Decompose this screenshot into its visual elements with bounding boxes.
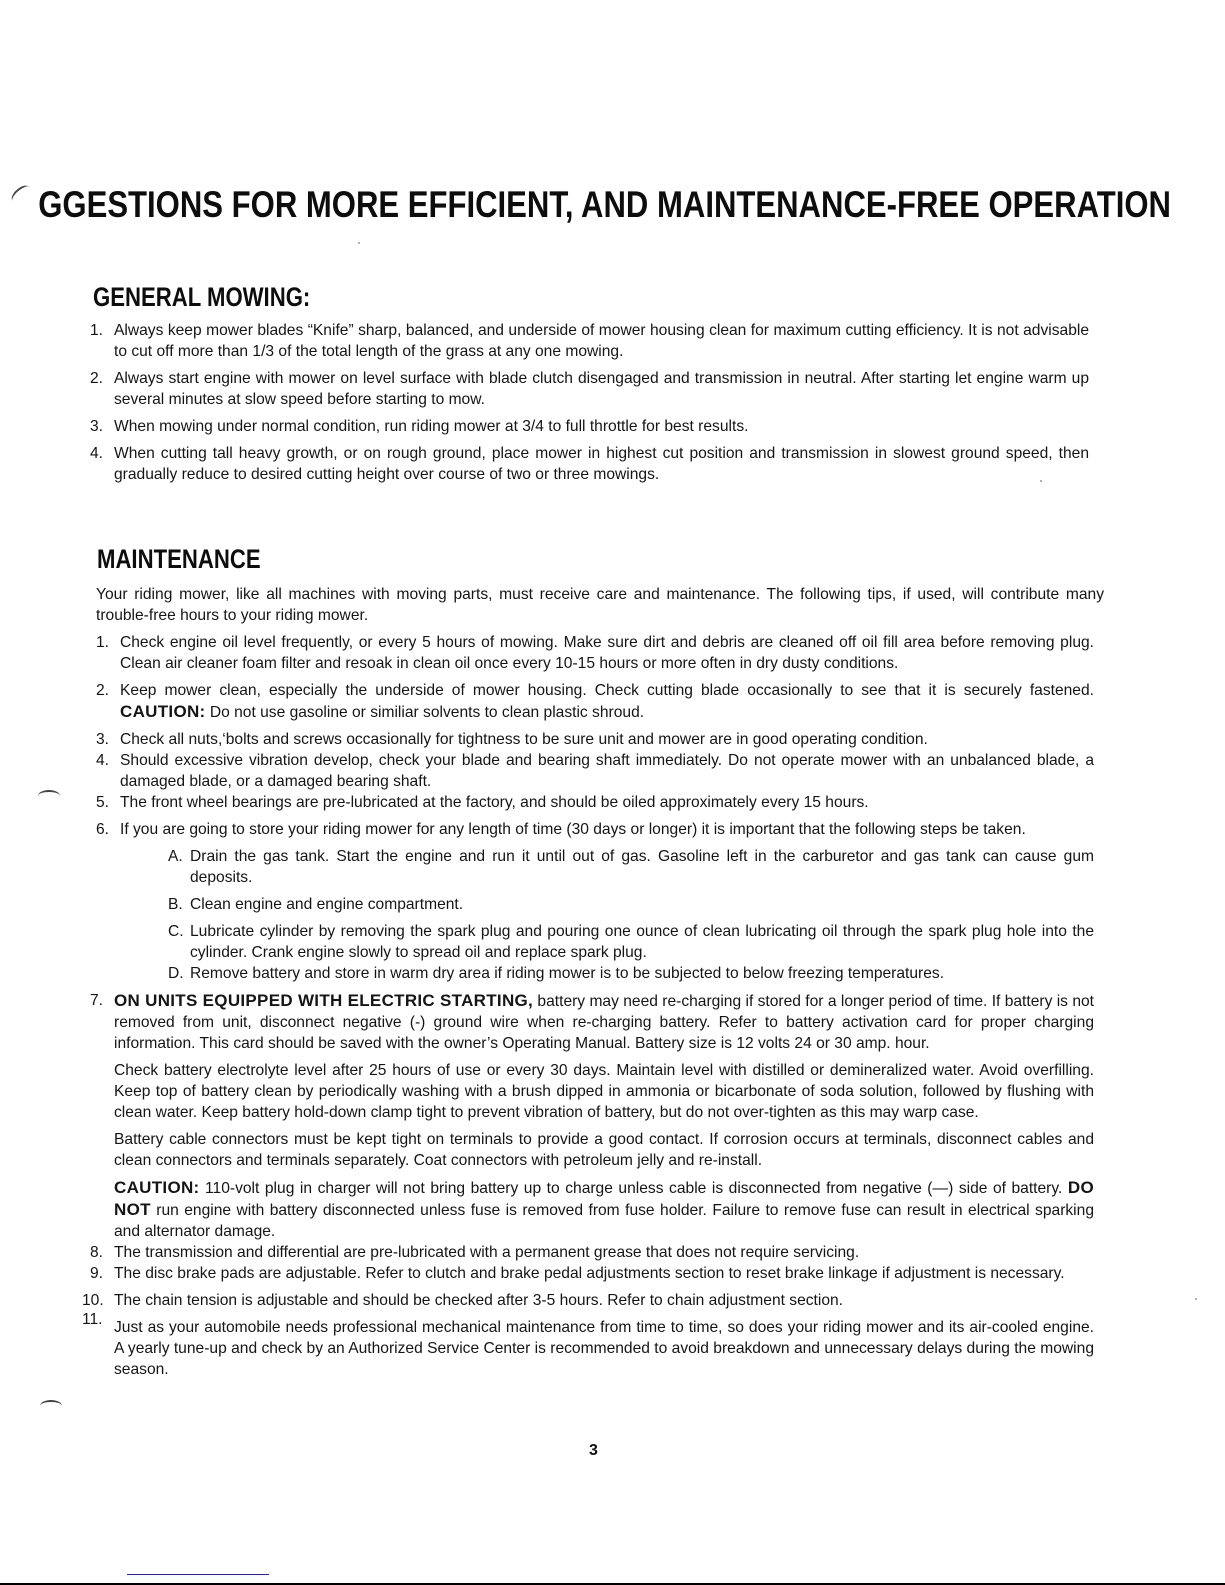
item-number: 10. (82, 1292, 104, 1309)
step-letter: C. (168, 923, 184, 940)
item-text: The transmission and differential are pre-lubricated with a permanent grease that does not require servicing. (114, 1244, 860, 1261)
item-text: Always keep mower blades “Knife” sharp, balanced, and underside of mower housing clean for maximum cutting efficiency. It is not advisable to cut off more than 1/3 of the total length of the grass at any one mowing. (114, 322, 1089, 360)
scan-speck (1040, 480, 1042, 482)
item-number: 8. (90, 1244, 104, 1261)
item-text: The front wheel bearings are pre-lubricated at the factory, and should be oiled approximately every 15 hours. (120, 794, 869, 811)
item-number: 2. (90, 370, 104, 387)
item-number: 5. (96, 794, 110, 811)
list-item (90, 443, 1089, 485)
general-mowing-list (90, 320, 1089, 485)
page-number: 3 (589, 1442, 598, 1459)
item-text: Check engine oil level frequently, or every 5 hours of mowing. Make sure dirt and debris are cleaned off oil fill area before removing plug. Clean air cleaner foam filter and resoak in clean oil once every 10-15 hours or more often in dry dusty conditions. (120, 634, 1094, 672)
item-text (114, 990, 1094, 1054)
storage-step (168, 963, 1094, 984)
item-text: Always start engine with mower on level surface with blade clutch disengaged and transmission in neutral. After starting let engine warm up several minutes at slow speed before starting to mow. (114, 370, 1089, 408)
item-text: Check all nuts,‘bolts and screws occasionally for tightness to be sure unit and mower are in good operating condition. (120, 731, 928, 748)
step-text: Lubricate cylinder by removing the spark plug and pouring one ounce of clean lubricating oil through the spark plug hole into the cylinder. Crank engine slowly to spread oil and replace spark plug. (190, 923, 1094, 961)
item-text: If you are going to store your riding mower for any length of time (30 days or longer) it is important that the following steps be taken. (120, 821, 1026, 838)
step-text: Clean engine and engine compartment. (190, 896, 464, 913)
item-number: 3. (96, 731, 110, 748)
item-text: The disc brake pads are adjustable. Refer to clutch and brake pedal adjustments section to reset brake linkage if adjustment is necessary. (114, 1265, 1065, 1282)
list-item (90, 1263, 1094, 1284)
scan-artifact-curl-icon (40, 1400, 62, 1412)
maintenance-intro-text: Your riding mower, like all machines with moving parts, must receive care and maintenance. The following tips, if used, will contribute many trouble-free hours to your riding mower. (96, 586, 1104, 624)
maintenance-list (82, 632, 1095, 1380)
page-title-text: GGESTIONS FOR MORE EFFICIENT, AND MAINTENANCE-FREE OPERATION (38, 184, 1171, 225)
list-item (82, 1311, 1094, 1380)
item-number: 4. (96, 752, 110, 769)
item-text: Just as your automobile needs professional mechanical maintenance from time to time, so does your riding mower and its air-cooled engine. A yearly tune-up and check by an Authorized Service Center is recommended to avoid breakdown and unnecessary delays during the mowing season. (114, 1319, 1094, 1378)
scan-blue-line (127, 1574, 269, 1575)
storage-step (168, 846, 1094, 888)
storage-step (168, 894, 1094, 915)
list-item (90, 990, 1094, 1242)
electric-starting-heading: ON UNITS EQUIPPED WITH ELECTRIC STARTING, (114, 991, 534, 1010)
step-letter: B. (168, 896, 183, 913)
maintenance-heading: MAINTENANCE (97, 544, 261, 574)
general-mowing-heading: GENERAL MOWING: (93, 282, 311, 312)
item-text: When cutting tall heavy growth, or on rough ground, place mower in highest cut position and transmission in slowest ground speed, then gradually reduce to desired cutting height over course of two or three mowings. (114, 445, 1089, 483)
step-text: Drain the gas tank. Start the engine and run it until out of gas. Gasoline left in the carburetor and gas tank can cause gum deposits. (190, 848, 1094, 886)
caution-label: CAUTION: (114, 1178, 200, 1197)
charger-caution-paragraph (114, 1177, 1094, 1242)
caution-label: CAUTION: (120, 702, 206, 721)
list-item (90, 368, 1089, 410)
list-item (82, 1290, 1094, 1311)
item-text-part: Keep mower clean, especially the underside of mower housing. Check cutting blade occasionally to see that it is securely fastened. (120, 682, 1094, 699)
item-text-part: Do not use gasoline or similiar solvents to clean plastic shroud. (205, 704, 645, 721)
item-text: Should excessive vibration develop, check your blade and bearing shaft immediately. Do not operate mower with an unbalanced blade, a damaged blade, or a damaged bearing shaft. (120, 752, 1094, 790)
list-item (96, 819, 1094, 840)
list-item (96, 750, 1094, 792)
list-item (96, 729, 1094, 750)
storage-step (168, 921, 1094, 963)
item-number: 4. (90, 445, 104, 462)
item-text-part: run engine with battery disconnected unless fuse is removed from fuse holder. Failure to remove fuse can result in electrical sparking and alternator damage. (114, 1202, 1094, 1240)
list-item (96, 632, 1094, 674)
page-title (8, 184, 1171, 226)
list-item (96, 792, 1094, 813)
item-text-part: battery may need re-charging if stored for a longer period of time. If battery is not removed from unit, disconnect negative (-) ground wire when re-charging battery. Refer to battery activation card for proper charging information. This card should be saved with the owner’s Operating Manual. Battery size is 12 volts 24 or 30 amp. hour. (114, 993, 1095, 1052)
item-number: 11. (82, 1311, 103, 1328)
item-number: 3. (90, 418, 104, 435)
item-number: 1. (96, 634, 110, 651)
scan-artifact-curl-icon (38, 790, 60, 802)
list-item (96, 680, 1094, 723)
step-text: Remove battery and store in warm dry area if riding mower is to be subjected to below freezing temperatures. (190, 965, 945, 982)
maintenance-intro (96, 584, 1104, 626)
item-number: 6. (96, 821, 110, 838)
step-letter: D. (168, 965, 184, 982)
list-item (90, 320, 1089, 362)
item-text: The chain tension is adjustable and should be checked after 3-5 hours. Refer to chain adjustment section. (114, 1292, 844, 1309)
item-number: 2. (96, 682, 110, 699)
scan-speck (1195, 1298, 1197, 1300)
list-item (90, 416, 1089, 437)
item-number: 1. (90, 322, 104, 339)
battery-cable-paragraph: Battery cable connectors must be kept tight on terminals to provide a good contact. If corrosion occurs at terminals, disconnect cables and clean connectors and terminals separately. Coat connectors with petroleum jelly and re-install. (114, 1131, 1094, 1169)
item-text: When mowing under normal condition, run riding mower at 3/4 to full throttle for best results. (114, 418, 749, 435)
item-text (120, 680, 1094, 723)
item-text-part: 110-volt plug in charger will not bring battery up to charge unless cable is disconnected from negative (—) side of battery. (199, 1180, 1068, 1197)
item-number: 7. (90, 992, 104, 1009)
step-letter: A. (168, 848, 183, 865)
item-number: 9. (90, 1265, 104, 1282)
battery-electrolyte-paragraph: Check battery electrolyte level after 25 hours of use or every 30 days. Maintain level with distilled or demineralized water. Avoid overfilling. Keep top of battery clean by periodically washing with a brush dipped in ammonia or bicarbonate of soda solution, followed by flushing with clean water. Keep battery hold-down clamp tight to prevent vibration of battery, but do not over-tighten as this may warp case. (114, 1062, 1094, 1121)
list-item (90, 1242, 1094, 1263)
do-not-label: DO NOT (114, 1178, 1094, 1219)
scan-speck (358, 242, 360, 244)
